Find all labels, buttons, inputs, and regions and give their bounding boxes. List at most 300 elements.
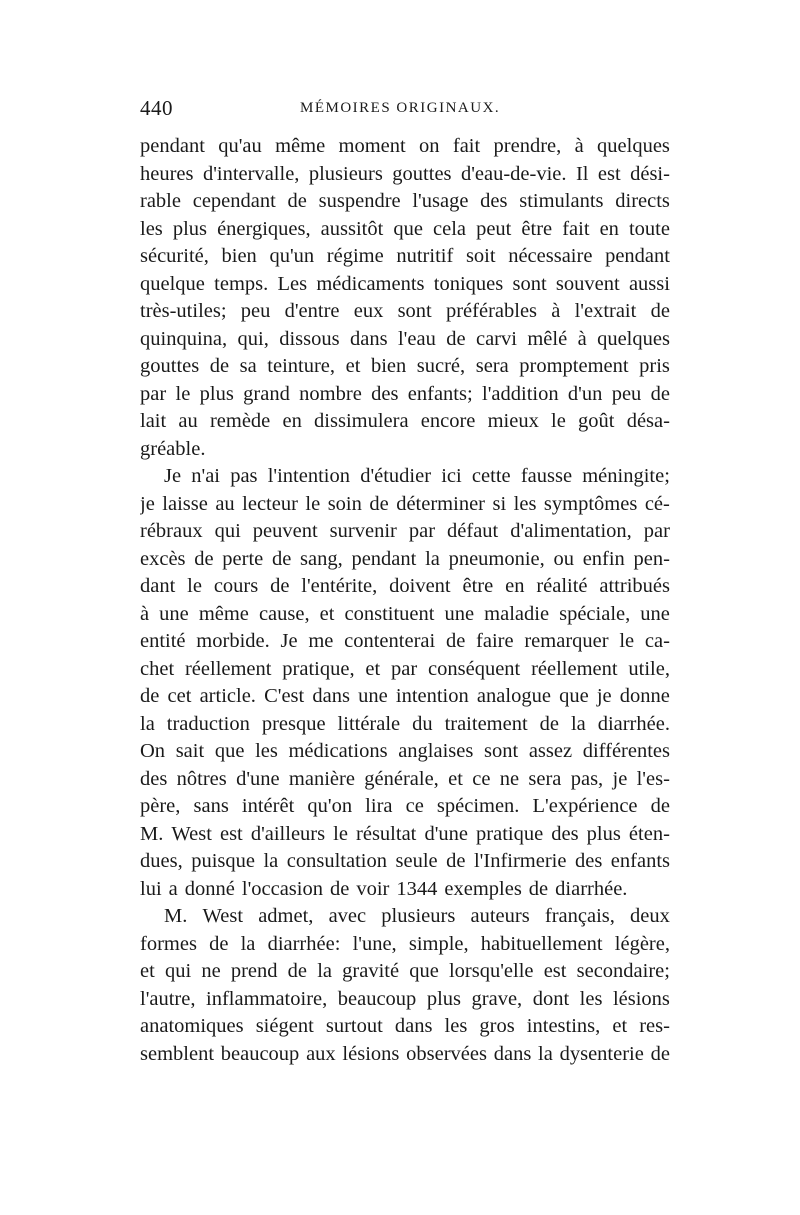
word: le [551, 410, 566, 432]
word: pratique [476, 822, 544, 845]
word: est [597, 162, 621, 185]
word: légère, [614, 932, 670, 955]
word: West [202, 905, 244, 927]
word: l'Infirmerie [473, 850, 567, 872]
word: l'eau [397, 327, 436, 350]
word: M. [140, 822, 164, 845]
word: le [333, 822, 348, 845]
word: qu'un [269, 245, 315, 267]
word: qu'on [307, 795, 353, 817]
word: en [282, 410, 302, 432]
text-line [140, 573, 670, 601]
text-line [140, 326, 670, 354]
word: pen- [633, 547, 670, 570]
word: soin [327, 492, 362, 515]
word: d'ailleurs [250, 822, 326, 845]
word: res- [639, 1015, 670, 1037]
word: habituellement [480, 932, 603, 955]
running-title: MÉMOIRES ORIGINAUX. [300, 100, 501, 116]
word: générale, [364, 767, 439, 790]
word: contenterai [344, 630, 436, 652]
text-line [140, 876, 670, 904]
word: qui [214, 520, 241, 542]
word: faire [476, 630, 514, 652]
word: la [570, 712, 586, 735]
word: ou [553, 547, 574, 570]
word: cause, [258, 602, 310, 625]
word: ne [201, 960, 221, 982]
word: remarquer [524, 630, 609, 652]
word: de [194, 547, 214, 570]
word: carvi [475, 327, 517, 350]
text-line [140, 243, 670, 271]
word: les [444, 1015, 468, 1037]
word: de [209, 932, 229, 955]
word: on [419, 135, 440, 157]
word: constituent [344, 602, 435, 625]
word: l'une, [352, 932, 397, 955]
word: semblent [140, 1042, 215, 1065]
text-line [140, 298, 670, 326]
word: pratique, [282, 657, 355, 680]
word: de [446, 850, 466, 872]
word: moment [338, 135, 406, 157]
word: West [171, 822, 212, 845]
word: méningite; [582, 465, 670, 487]
text-line [140, 1041, 670, 1069]
text-line [140, 821, 670, 849]
word: ce [405, 795, 424, 817]
word: fausse [520, 465, 573, 487]
word: 1344 [396, 877, 438, 900]
word: M. [164, 905, 188, 927]
word: le [305, 492, 321, 515]
word: résultat [356, 822, 417, 845]
word: bien [370, 355, 407, 377]
word: cours [213, 575, 259, 597]
word: prendre, [493, 135, 562, 157]
word: a [168, 877, 178, 900]
word: voir [356, 877, 390, 900]
text-line [140, 903, 670, 931]
word: l'occasion [241, 877, 323, 900]
word: français, [544, 905, 615, 927]
word: d'entre [284, 300, 340, 322]
word: fait [562, 217, 590, 240]
word: et [448, 767, 463, 790]
word: toute [628, 217, 670, 240]
word: sans [193, 795, 229, 817]
word: quelque [140, 272, 205, 295]
word: diarrhée. [555, 877, 628, 900]
word: par [140, 382, 167, 405]
word: peu [240, 300, 271, 322]
text-line [140, 931, 670, 959]
text-line [140, 848, 670, 876]
word: le [175, 382, 191, 405]
word: une [640, 602, 670, 625]
word: sécurité, [140, 245, 209, 267]
word: beaucoup [337, 987, 417, 1010]
word: par [391, 657, 418, 680]
text-line [140, 381, 670, 409]
word: est [543, 960, 567, 982]
word: dant [140, 575, 176, 597]
word: spécimen. [436, 795, 520, 817]
word: cela [433, 217, 467, 240]
word: mieux [487, 410, 539, 432]
word: de [287, 960, 308, 982]
word: encore [420, 410, 476, 432]
word: défaut [447, 520, 499, 542]
word: même [275, 135, 326, 157]
word: dont [532, 987, 570, 1010]
page-number: 440 [140, 96, 173, 120]
word: médications [288, 740, 388, 762]
word: différentes [582, 740, 670, 762]
word: je [140, 492, 155, 515]
word: je [612, 767, 628, 790]
text-line [140, 216, 670, 244]
word: dissimulera [314, 410, 409, 432]
word: la [425, 547, 440, 570]
word: lecteur [242, 492, 298, 515]
word: les [579, 987, 603, 1010]
word: goût [578, 410, 615, 432]
word: et [345, 355, 361, 377]
word: pas [230, 465, 258, 487]
word: fait [452, 135, 481, 157]
word: deux [630, 905, 670, 927]
word: L'expérience [532, 795, 638, 817]
word: lait [140, 410, 167, 432]
word: au [178, 410, 198, 432]
word: gouttes [140, 355, 200, 377]
word: sont [512, 272, 547, 295]
word: à [577, 327, 587, 350]
word: plusieurs [381, 905, 456, 927]
word: traduction [166, 712, 250, 735]
word: consultation [286, 850, 387, 872]
word: les [140, 217, 163, 240]
word: dysenterie [559, 1042, 644, 1065]
word: nécessaire [508, 245, 593, 267]
word: souvent [555, 272, 620, 295]
text-line [140, 793, 670, 821]
word: plus [586, 822, 621, 845]
word: grave, [471, 987, 523, 1010]
word: diarrhée. [597, 712, 670, 735]
word: soit [465, 245, 496, 267]
text-line [140, 546, 670, 574]
word: beaucoup [220, 1042, 300, 1065]
word: pris [639, 355, 670, 377]
text-line [140, 518, 670, 546]
word: traitement [444, 712, 528, 735]
word: plus [172, 217, 208, 240]
word: sera [528, 767, 562, 790]
word: cependant [192, 190, 276, 212]
word: et [365, 657, 381, 680]
text-line [140, 491, 670, 519]
text-line [140, 271, 670, 299]
word: sont [397, 300, 432, 322]
word: analogue [476, 685, 551, 707]
word: ici [441, 465, 462, 487]
word: assez [528, 740, 573, 762]
word: très-utiles; [140, 300, 227, 322]
word: gouttes [392, 162, 452, 185]
word: et [612, 1015, 628, 1037]
text-line [140, 188, 670, 216]
word: une [358, 685, 388, 707]
word: Je [164, 465, 182, 487]
word: donne [619, 685, 670, 707]
word: admet, [258, 905, 314, 927]
text-line [140, 353, 670, 381]
word: dans [312, 685, 350, 707]
word: perte [222, 547, 264, 570]
text-line [140, 738, 670, 766]
word: d'étudier [360, 465, 432, 487]
word: pas, [570, 767, 604, 790]
text-line [140, 958, 670, 986]
word: régime [326, 245, 384, 267]
word: quelques [597, 135, 670, 157]
word: puisque [191, 850, 255, 872]
text-line [140, 463, 670, 491]
word: que [214, 740, 245, 762]
word: est [219, 822, 243, 845]
word: intention [395, 685, 469, 707]
word: enfin [582, 547, 625, 570]
word: conséquent [428, 657, 521, 680]
word: suspendre [318, 190, 401, 212]
word: que [559, 685, 589, 707]
word: gréable. [140, 437, 206, 460]
word: père, [140, 795, 181, 817]
text-line [140, 986, 670, 1014]
word: sont [483, 740, 519, 762]
word: rable [140, 190, 181, 212]
word: de [446, 327, 466, 350]
word: la [263, 850, 279, 872]
word: aussi [628, 272, 670, 295]
word: de [271, 547, 292, 570]
word: l'extrait [574, 300, 637, 322]
text-line [140, 601, 670, 629]
word: pendant [605, 245, 670, 267]
word: les [255, 740, 278, 762]
word: peut [476, 217, 512, 240]
word: qui [164, 960, 192, 982]
word: directs [615, 190, 670, 212]
word: d'un [567, 382, 603, 405]
word: remède [209, 410, 271, 432]
word: symptômes [543, 492, 638, 515]
word: nôtres [176, 767, 227, 790]
word: enfants [610, 850, 670, 872]
word: réellement [531, 657, 618, 680]
word: dues, [140, 850, 183, 872]
word: et [319, 602, 335, 625]
word: anglaises [398, 740, 474, 762]
word: cé- [644, 492, 670, 515]
word: à [140, 602, 150, 625]
word: l'addition [482, 382, 559, 405]
word: bien [221, 245, 257, 267]
word: lorsqu'elle [448, 960, 534, 982]
word: prend [230, 960, 278, 982]
word: d'une [236, 767, 280, 790]
word: Je [280, 630, 298, 652]
text-line [140, 436, 670, 464]
word: l'intention [267, 465, 350, 487]
word: si [492, 492, 507, 515]
word: survenir [329, 520, 397, 542]
word: sang, [300, 547, 343, 570]
body-text [140, 133, 670, 1068]
word: enfants; [407, 382, 473, 405]
word: d'intervalle, [202, 162, 300, 185]
word: secondaire; [576, 960, 670, 982]
word: donné [184, 877, 235, 900]
word: chet [140, 657, 175, 680]
word: que [393, 217, 423, 240]
word: la [538, 1042, 553, 1065]
word: sa [239, 355, 257, 377]
word: pneumonie, [448, 547, 545, 570]
word: par [408, 520, 436, 542]
word: lui [140, 877, 162, 900]
word: pendant [140, 135, 205, 157]
word: du [412, 712, 433, 735]
word: d'une [424, 822, 468, 845]
word: gros [479, 1015, 515, 1037]
word: sait [175, 740, 205, 762]
word: de [329, 877, 350, 900]
word: utile, [628, 657, 670, 680]
word: C'est [264, 685, 305, 707]
word: dans [350, 327, 388, 350]
word: le [187, 575, 202, 597]
word: surtout [325, 1015, 383, 1037]
word: doivent [389, 575, 451, 597]
word: la [240, 932, 256, 955]
word: sucré, [416, 355, 466, 377]
word: qu'au [218, 135, 262, 157]
word: de [650, 795, 670, 817]
text-line [140, 133, 670, 161]
word: dans [493, 1042, 532, 1065]
word: déterminer [396, 492, 485, 515]
word: ne [499, 767, 520, 790]
text-line [140, 656, 670, 684]
word: rébraux [140, 520, 203, 542]
text-line [140, 1013, 670, 1041]
word: dans [394, 1015, 433, 1037]
word: d'eau-de-vie. [460, 162, 567, 185]
word: énergiques, [217, 217, 311, 240]
word: l'entérite, [301, 575, 378, 597]
word: plusieurs [308, 162, 383, 185]
paragraph [140, 463, 670, 903]
word: des [140, 767, 168, 790]
word: diarrhée: [267, 932, 341, 955]
word: presque [261, 712, 326, 735]
word: dési- [630, 162, 670, 185]
word: cet [167, 685, 192, 707]
word: des [371, 382, 399, 405]
word: aux [306, 1042, 336, 1065]
word: de [650, 382, 670, 405]
word: eux [353, 300, 384, 322]
word: en [599, 217, 619, 240]
paragraph [140, 903, 670, 1068]
word: qui, [237, 327, 269, 350]
word: spéciale, [559, 602, 631, 625]
word: je [596, 685, 612, 707]
word: pendant [351, 547, 417, 570]
word: anatomiques [140, 1015, 244, 1037]
word: Il [575, 162, 589, 185]
word: n'ai [191, 465, 221, 487]
paragraph [140, 133, 670, 463]
word: lira [365, 795, 393, 817]
word: de [209, 355, 230, 377]
word: de [650, 1042, 670, 1065]
word: ce [472, 767, 491, 790]
word: l'usage [412, 190, 469, 212]
word: Les [277, 272, 308, 295]
word: gravité [342, 960, 400, 982]
word: peu [611, 382, 642, 405]
word: siégent [255, 1015, 314, 1037]
word: de [270, 575, 290, 597]
word: être [462, 575, 494, 597]
word: maladie [484, 602, 550, 625]
word: heures [140, 162, 194, 185]
word: une [444, 602, 475, 625]
text-line [140, 408, 670, 436]
word: temps. [214, 272, 269, 295]
word: des [480, 190, 508, 212]
word: ca- [644, 630, 670, 652]
word: me [308, 630, 334, 652]
word: l'autre, [140, 987, 196, 1010]
word: éten- [628, 822, 670, 845]
word: médicaments [316, 272, 425, 295]
word: intérêt [241, 795, 295, 817]
word: intestins, [526, 1015, 601, 1037]
word: de [287, 190, 307, 212]
word: manière [288, 767, 355, 790]
word: de [445, 630, 466, 652]
word: préférables [445, 300, 538, 322]
word: plus [199, 382, 234, 405]
word: stimulants [519, 190, 604, 212]
word: nombre [299, 382, 362, 405]
text-line [140, 161, 670, 189]
word: de [369, 492, 389, 515]
word: peuvent [252, 520, 318, 542]
word: lésions [612, 987, 670, 1010]
word: réellement [184, 657, 272, 680]
word: la [317, 960, 332, 982]
word: cette [471, 465, 511, 487]
word: en [505, 575, 525, 597]
word: au [215, 492, 235, 515]
